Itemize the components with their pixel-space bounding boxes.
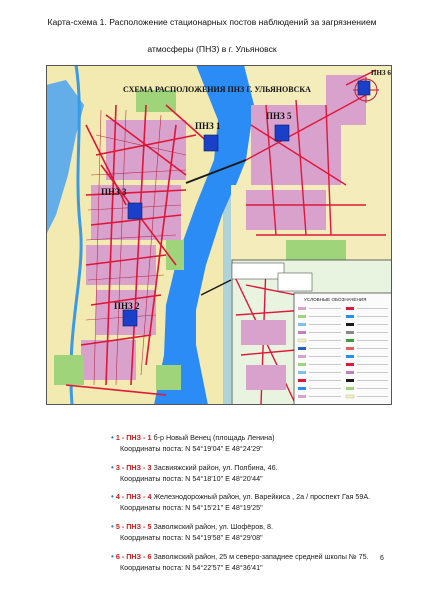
station-coords: Координаты поста: N 54°15'21" E 48°19'25" xyxy=(120,503,263,512)
station-coords: Координаты поста: N 54°19'58" E 48°29'08" xyxy=(120,533,263,542)
station-address: б-р Новый Венец (площадь Ленина) xyxy=(153,433,275,442)
station-id: ПНЗ - 5 xyxy=(126,522,152,531)
station-num: 5 xyxy=(115,522,120,531)
station-coords: Координаты поста: N 54°19'04" E 48°24'29" xyxy=(120,444,263,453)
post-label-pnz5: ПНЗ 5 xyxy=(266,111,292,121)
post-label-pnz2: ПНЗ 2 xyxy=(114,301,140,311)
station-num: 6 xyxy=(115,552,120,561)
station-id: ПНЗ - 1 xyxy=(126,433,152,442)
station-coords: Координаты поста: N 54°22'57" E 48°36'41" xyxy=(120,563,263,572)
station-num: 4 xyxy=(115,492,120,501)
map-legend xyxy=(294,293,392,405)
bullet-icon: • xyxy=(111,522,114,531)
station-item-1: • 1 - ПНЗ - 1 б-р Новый Венец (площадь Ленина) Координаты поста: N 54°19'04" E 48°24'29" xyxy=(111,433,275,453)
map-caption-line2: атмосферы (ПНЗ) в г. Ульяновск xyxy=(147,44,277,54)
station-address: Засвияжский район, ул. Полбина, 46. xyxy=(153,463,278,472)
station-id: ПНЗ - 4 xyxy=(126,492,152,501)
station-coords: Координаты поста: N 54°18'10" E 48°20'44" xyxy=(120,474,263,483)
post-label-pnz3: ПНЗ 3 xyxy=(101,187,127,197)
station-item-5: • 5 - ПНЗ - 5 Заволжский район, ул. Шофёров, 8. Координаты поста: N 54°19'58" E 48°29'08" xyxy=(111,522,274,542)
station-num: 1 xyxy=(115,433,120,442)
station-address: Железнодорожный район, ул. Варейкиса , 2а / проспект Гая 59А. xyxy=(153,492,371,501)
station-address: Заволжский район, 25 м северо-западнее средней школы № 75. xyxy=(153,552,369,561)
post-label-pnz6: ПНЗ 6 xyxy=(371,69,391,77)
station-item-6: • 6 - ПНЗ - 6 Заволжский район, 25 м северо-западнее средней школы № 75. Координаты поста: N 54°22'57" E 48°36'41" xyxy=(111,552,369,572)
station-item-4: • 4 - ПНЗ - 4 Железнодорожный район, ул. Варейкиса , 2а / проспект Гая 59А. Координаты поста: N 54°15'21" E 48°19'25" xyxy=(111,492,371,512)
station-address: Заволжский район, ул. Шофёров, 8. xyxy=(153,522,274,531)
bullet-icon: • xyxy=(111,463,114,472)
post-label-pnz1: ПНЗ 1 xyxy=(195,121,221,131)
bullet-icon: • xyxy=(111,552,114,561)
station-id: ПНЗ - 6 xyxy=(126,552,152,561)
station-item-3: • 3 - ПНЗ - 3 Засвияжский район, ул. Полбина, 46. Координаты поста: N 54°18'10" E 48°20'44" xyxy=(111,463,278,483)
map-legend-title: УСЛОВНЫЕ ОБОЗНАЧЕНИЯ xyxy=(304,297,367,302)
map-title: СХЕМА РАСПОЛОЖЕНИЯ ПНЗ Г. УЛЬЯНОВСКА xyxy=(123,85,311,94)
bullet-icon: • xyxy=(111,433,114,442)
station-id: ПНЗ - 3 xyxy=(126,463,152,472)
map-caption-line1: Карта-схема 1. Расположение стационарных постов наблюдений за загрязнением xyxy=(47,17,377,27)
page-number: 6 xyxy=(380,555,384,562)
station-num: 3 xyxy=(115,463,120,472)
city-map xyxy=(46,65,392,405)
bullet-icon: • xyxy=(111,492,114,501)
